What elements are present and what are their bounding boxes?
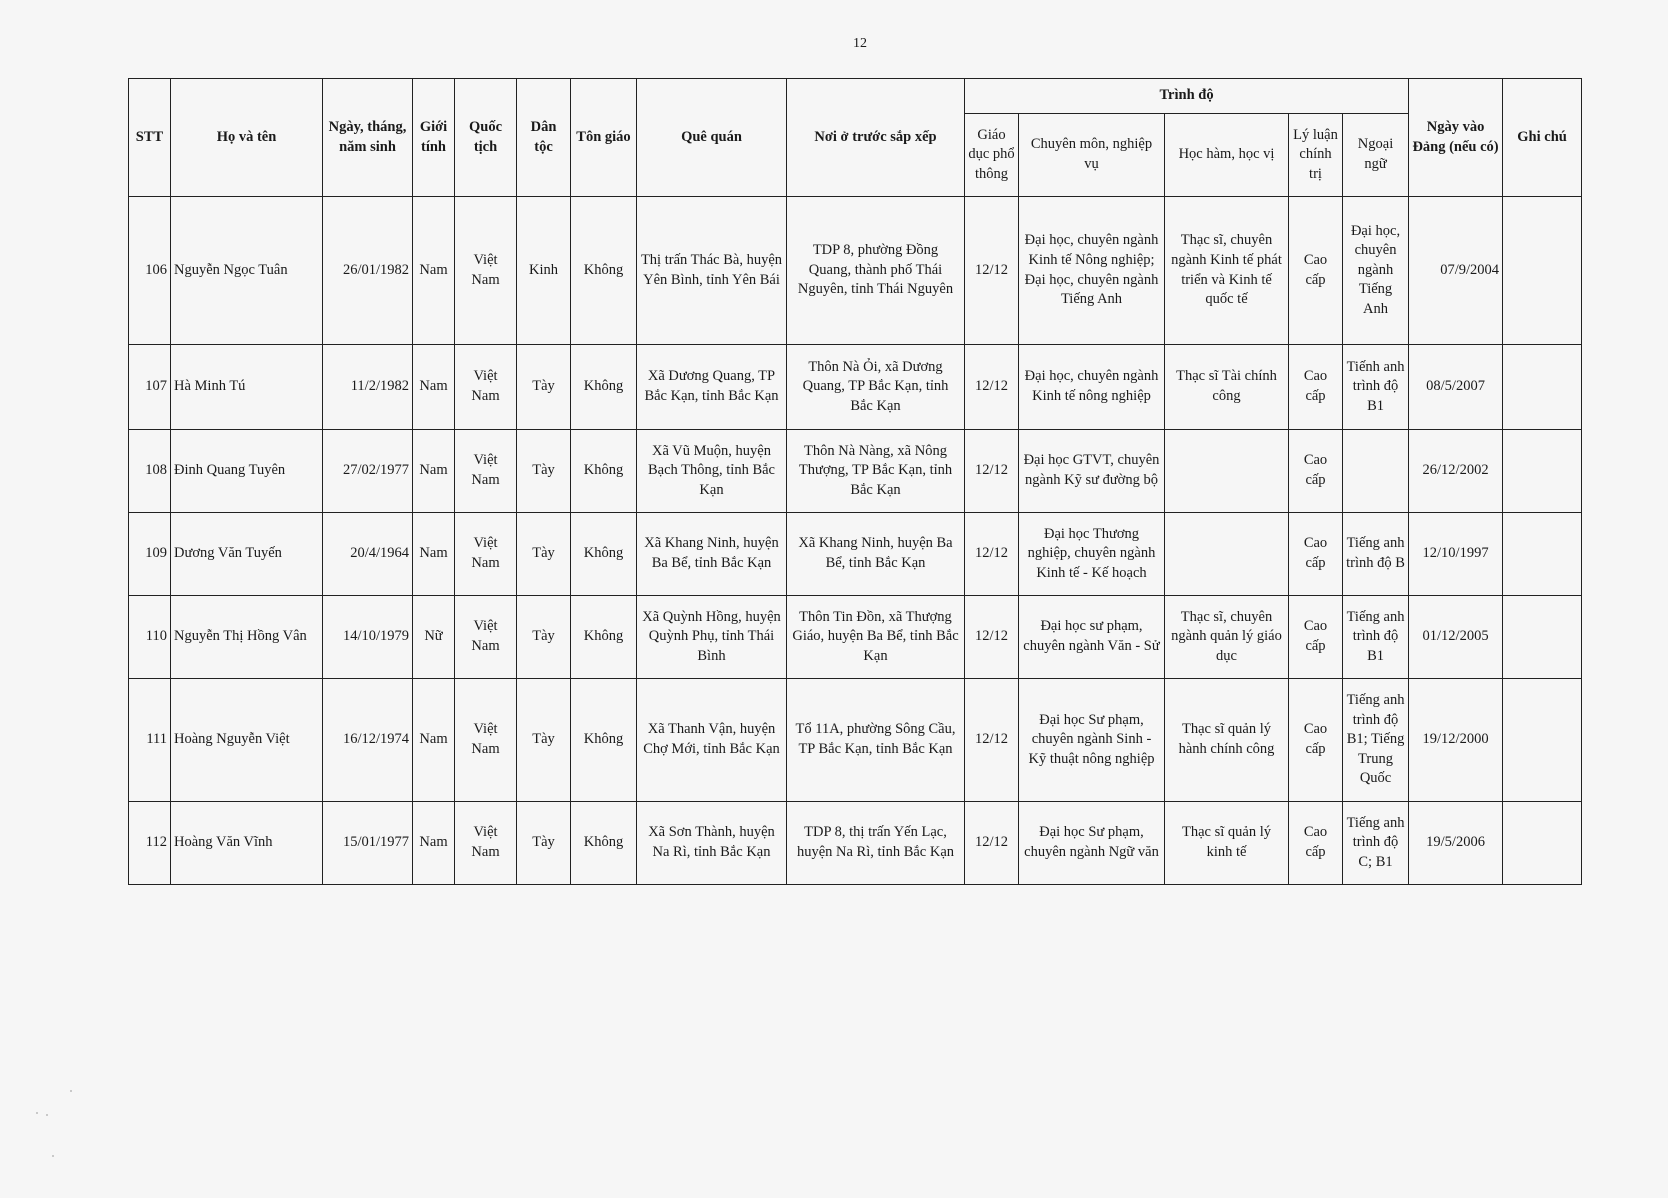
- cell-residence: TDP 8, phường Đồng Quang, thành phố Thái Nguyên, tỉnh Thái Nguyên: [787, 197, 965, 345]
- cell-notes: [1503, 596, 1582, 679]
- cell-specialty: Đại học, chuyên ngành Kinh tế Nông nghiệp; Đại học, chuyên ngành Tiếng Anh: [1019, 197, 1165, 345]
- header-party-date: Ngày vào Đảng (nếu có): [1409, 79, 1503, 197]
- cell-hometown: Thị trấn Thác Bà, huyện Yên Bình, tỉnh Yên Bái: [637, 197, 787, 345]
- cell-residence: Thôn Tin Đồn, xã Thượng Giáo, huyện Ba Bể, tỉnh Bắc Kạn: [787, 596, 965, 679]
- cell-residence: Tổ 11A, phường Sông Cầu, TP Bắc Kạn, tỉnh Bắc Kạn: [787, 679, 965, 802]
- cell-nationality: Việt Nam: [455, 513, 517, 596]
- cell-party-date: 07/9/2004: [1409, 197, 1503, 345]
- header-ethnicity: Dân tộc: [517, 79, 571, 197]
- cell-specialty: Đại học Thương nghiệp, chuyên ngành Kinh tế - Kế hoạch: [1019, 513, 1165, 596]
- header-religion: Tôn giáo: [571, 79, 637, 197]
- cell-general-education: 12/12: [965, 596, 1019, 679]
- cell-academic-degree: Thạc sĩ, chuyên ngành Kinh tế phát triển và Kinh tế quốc tế: [1165, 197, 1289, 345]
- table-row: [129, 802, 1582, 885]
- cell-ethnicity: Tày: [517, 596, 571, 679]
- cell-party-date: 01/12/2005: [1409, 596, 1503, 679]
- cell-nationality: Việt Nam: [455, 679, 517, 802]
- table-row: [129, 197, 1582, 345]
- cell-notes: [1503, 513, 1582, 596]
- cell-religion: Không: [571, 197, 637, 345]
- header-dob: Ngày, tháng, năm sinh: [323, 79, 413, 197]
- cell-name: Nguyễn Ngọc Tuân: [171, 197, 323, 345]
- cell-general-education: 12/12: [965, 430, 1019, 513]
- cell-academic-degree: [1165, 513, 1289, 596]
- cell-hometown: Xã Sơn Thành, huyện Na Rì, tỉnh Bắc Kạn: [637, 802, 787, 885]
- cell-academic-degree: Thạc sĩ quản lý hành chính công: [1165, 679, 1289, 802]
- cell-hometown: Xã Thanh Vận, huyện Chợ Mới, tỉnh Bắc Kạn: [637, 679, 787, 802]
- table-row: [129, 430, 1582, 513]
- cell-academic-degree: Thạc sĩ quản lý kinh tế: [1165, 802, 1289, 885]
- scan-speck: [46, 1114, 48, 1116]
- cell-academic-degree: Thạc sĩ, chuyên ngành quản lý giáo dục: [1165, 596, 1289, 679]
- cell-stt: 108: [129, 430, 171, 513]
- cell-political-theory: Cao cấp: [1289, 345, 1343, 430]
- cell-hometown: Xã Dương Quang, TP Bắc Kạn, tỉnh Bắc Kạn: [637, 345, 787, 430]
- cell-hometown: Xã Vũ Muộn, huyện Bạch Thông, tỉnh Bắc Kạn: [637, 430, 787, 513]
- header-name: Họ và tên: [171, 79, 323, 197]
- cell-foreign-language: Tiếng anh trình độ B1; Tiếng Trung Quốc: [1343, 679, 1409, 802]
- cell-stt: 106: [129, 197, 171, 345]
- header-foreign-language: Ngoại ngữ: [1343, 114, 1409, 197]
- cell-specialty: Đại học GTVT, chuyên ngành Kỹ sư đường bộ: [1019, 430, 1165, 513]
- cell-dob: 14/10/1979: [323, 596, 413, 679]
- header-education-group: Trình độ: [965, 79, 1409, 114]
- cell-political-theory: Cao cấp: [1289, 679, 1343, 802]
- cell-gender: Nam: [413, 430, 455, 513]
- header-notes: Ghi chú: [1503, 79, 1582, 197]
- cell-party-date: 26/12/2002: [1409, 430, 1503, 513]
- cell-residence: TDP 8, thị trấn Yến Lạc, huyện Na Rì, tỉnh Bắc Kạn: [787, 802, 965, 885]
- cell-residence: Thôn Nà Nàng, xã Nông Thượng, TP Bắc Kạn, tỉnh Bắc Kạn: [787, 430, 965, 513]
- cell-foreign-language: Tiếng anh trình độ B: [1343, 513, 1409, 596]
- cell-ethnicity: Tày: [517, 679, 571, 802]
- cell-stt: 107: [129, 345, 171, 430]
- header-stt: STT: [129, 79, 171, 197]
- cell-foreign-language: Đại học, chuyên ngành Tiếng Anh: [1343, 197, 1409, 345]
- cell-general-education: 12/12: [965, 802, 1019, 885]
- cell-hometown: Xã Quỳnh Hồng, huyện Quỳnh Phụ, tỉnh Thái Bình: [637, 596, 787, 679]
- cell-name: Hoàng Văn Vĩnh: [171, 802, 323, 885]
- cell-general-education: 12/12: [965, 345, 1019, 430]
- header-general-education: Giáo dục phổ thông: [965, 114, 1019, 197]
- cell-party-date: 19/12/2000: [1409, 679, 1503, 802]
- cell-political-theory: Cao cấp: [1289, 197, 1343, 345]
- cell-name: Hà Minh Tú: [171, 345, 323, 430]
- cell-party-date: 08/5/2007: [1409, 345, 1503, 430]
- cell-religion: Không: [571, 430, 637, 513]
- cell-religion: Không: [571, 679, 637, 802]
- cell-notes: [1503, 430, 1582, 513]
- cell-name: Hoàng Nguyễn Việt: [171, 679, 323, 802]
- cell-gender: Nam: [413, 345, 455, 430]
- cell-political-theory: Cao cấp: [1289, 513, 1343, 596]
- cell-dob: 26/01/1982: [323, 197, 413, 345]
- cell-notes: [1503, 679, 1582, 802]
- personnel-table: [128, 78, 1582, 885]
- cell-specialty: Đại học Sư phạm, chuyên ngành Sinh - Kỹ thuật nông nghiệp: [1019, 679, 1165, 802]
- cell-ethnicity: Tày: [517, 430, 571, 513]
- scan-speck: [36, 1112, 38, 1114]
- cell-gender: Nữ: [413, 596, 455, 679]
- cell-nationality: Việt Nam: [455, 430, 517, 513]
- cell-hometown: Xã Khang Ninh, huyện Ba Bể, tỉnh Bắc Kạn: [637, 513, 787, 596]
- cell-stt: 112: [129, 802, 171, 885]
- cell-specialty: Đại học, chuyên ngành Kinh tế nông nghiệp: [1019, 345, 1165, 430]
- cell-dob: 11/2/1982: [323, 345, 413, 430]
- cell-religion: Không: [571, 596, 637, 679]
- cell-political-theory: Cao cấp: [1289, 802, 1343, 885]
- cell-gender: Nam: [413, 679, 455, 802]
- cell-dob: 16/12/1974: [323, 679, 413, 802]
- cell-religion: Không: [571, 802, 637, 885]
- cell-notes: [1503, 197, 1582, 345]
- header-row-1: [129, 79, 1582, 114]
- cell-political-theory: Cao cấp: [1289, 596, 1343, 679]
- cell-residence: Xã Khang Ninh, huyện Ba Bể, tỉnh Bắc Kạn: [787, 513, 965, 596]
- header-hometown: Quê quán: [637, 79, 787, 197]
- cell-foreign-language: Tiếnh anh trình độ B1: [1343, 345, 1409, 430]
- scan-speck: [70, 1090, 72, 1092]
- cell-foreign-language: Tiếng anh trình độ B1: [1343, 596, 1409, 679]
- cell-religion: Không: [571, 345, 637, 430]
- cell-name: Nguyễn Thị Hồng Vân: [171, 596, 323, 679]
- page-number: 12: [853, 36, 867, 51]
- cell-ethnicity: Tày: [517, 513, 571, 596]
- table-row: [129, 679, 1582, 802]
- header-political-theory: Lý luận chính trị: [1289, 114, 1343, 197]
- header-specialty: Chuyên môn, nghiệp vụ: [1019, 114, 1165, 197]
- header-gender: Giới tính: [413, 79, 455, 197]
- cell-specialty: Đại học Sư phạm, chuyên ngành Ngữ văn: [1019, 802, 1165, 885]
- cell-general-education: 12/12: [965, 679, 1019, 802]
- cell-gender: Nam: [413, 513, 455, 596]
- table-row: [129, 596, 1582, 679]
- cell-name: Đinh Quang Tuyên: [171, 430, 323, 513]
- header-academic-degree: Học hàm, học vị: [1165, 114, 1289, 197]
- cell-notes: [1503, 345, 1582, 430]
- cell-nationality: Việt Nam: [455, 345, 517, 430]
- cell-ethnicity: Kinh: [517, 197, 571, 345]
- cell-dob: 15/01/1977: [323, 802, 413, 885]
- header-residence: Nơi ở trước sắp xếp: [787, 79, 965, 197]
- cell-stt: 110: [129, 596, 171, 679]
- cell-general-education: 12/12: [965, 197, 1019, 345]
- cell-academic-degree: Thạc sĩ Tài chính công: [1165, 345, 1289, 430]
- cell-dob: 27/02/1977: [323, 430, 413, 513]
- cell-dob: 20/4/1964: [323, 513, 413, 596]
- cell-religion: Không: [571, 513, 637, 596]
- cell-foreign-language: Tiếng anh trình độ C; B1: [1343, 802, 1409, 885]
- cell-gender: Nam: [413, 197, 455, 345]
- cell-foreign-language: [1343, 430, 1409, 513]
- cell-nationality: Việt Nam: [455, 802, 517, 885]
- cell-residence: Thôn Nà Ỏi, xã Dương Quang, TP Bắc Kạn, tỉnh Bắc Kạn: [787, 345, 965, 430]
- cell-party-date: 12/10/1997: [1409, 513, 1503, 596]
- cell-general-education: 12/12: [965, 513, 1019, 596]
- header-nationality: Quốc tịch: [455, 79, 517, 197]
- cell-party-date: 19/5/2006: [1409, 802, 1503, 885]
- cell-name: Dương Văn Tuyến: [171, 513, 323, 596]
- cell-stt: 111: [129, 679, 171, 802]
- scan-speck: [52, 1155, 54, 1157]
- cell-stt: 109: [129, 513, 171, 596]
- cell-political-theory: Cao cấp: [1289, 430, 1343, 513]
- table-row: [129, 345, 1582, 430]
- table-row: [129, 513, 1582, 596]
- cell-nationality: Việt Nam: [455, 197, 517, 345]
- cell-specialty: Đại học sư phạm, chuyên ngành Văn - Sử: [1019, 596, 1165, 679]
- cell-ethnicity: Tày: [517, 802, 571, 885]
- cell-nationality: Việt Nam: [455, 596, 517, 679]
- cell-academic-degree: [1165, 430, 1289, 513]
- cell-gender: Nam: [413, 802, 455, 885]
- cell-notes: [1503, 802, 1582, 885]
- cell-ethnicity: Tày: [517, 345, 571, 430]
